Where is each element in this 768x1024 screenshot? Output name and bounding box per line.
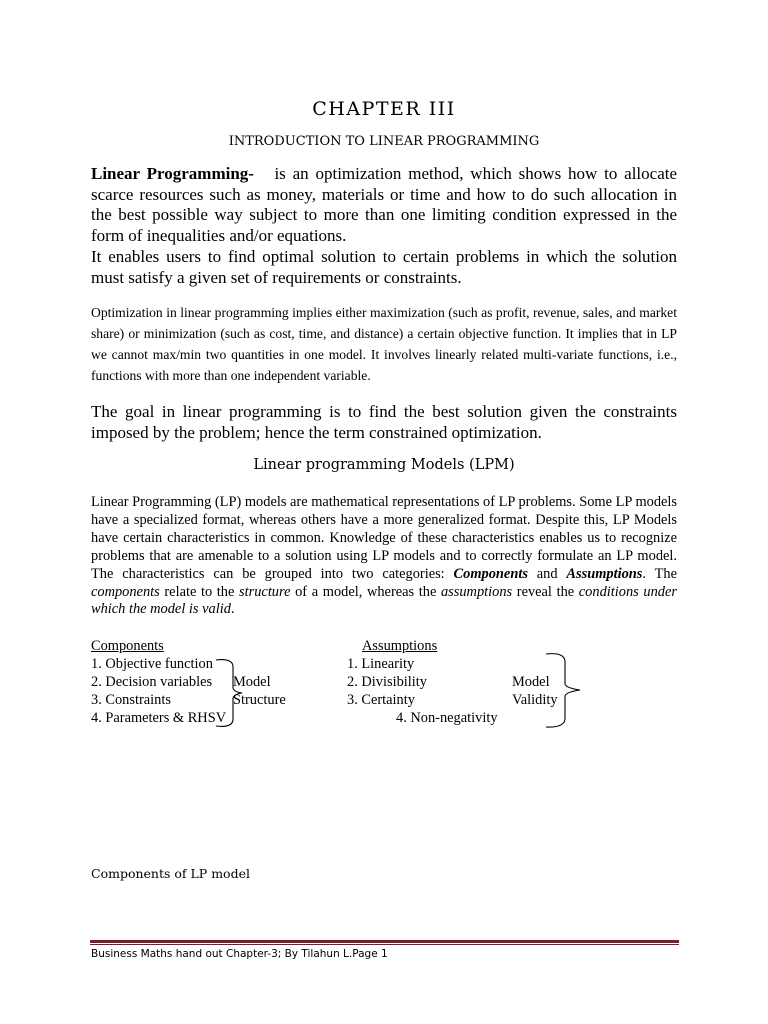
component-item-2: 2. Decision variables xyxy=(91,674,213,690)
goal-paragraph: The goal in linear programming is to find the best solution given the constraints imposed by the problem; hence the term constrained optimization. xyxy=(91,402,677,442)
intro-second-sentence: It enables users to find optimal solution to certain problems in which the solution must satisfy a given set of requirements or constraints. xyxy=(91,246,677,287)
assumption-item-4: 4. Non-negativity xyxy=(396,710,498,726)
components-of-lp-heading: Components of LP model xyxy=(91,866,250,881)
component-item-3: 3. Constraints xyxy=(91,692,171,708)
lpm-the-word: . The xyxy=(642,565,677,582)
lpm-paragraph xyxy=(91,494,677,619)
assumptions-heading: Assumptions xyxy=(362,638,438,654)
assumptions-brace-icon xyxy=(544,651,584,731)
components-heading: Components xyxy=(91,638,164,654)
intro-definition: is an optimization method, which shows how to allocate scarce resources such as money, materials or time and how to do such allocation in the best possible way subject to more than one limiting condition expressed in the form of inequalities and/or equations. xyxy=(91,164,678,246)
lpm-relate-word: relate to the xyxy=(159,583,240,600)
lpm-structure-italic: structure xyxy=(239,583,291,600)
lpm-conditions-italic: conditions under which the model is valid xyxy=(91,583,677,618)
assumption-item-2: 2. Divisibility xyxy=(347,674,427,690)
component-item-4: 4. Parameters & RHSV xyxy=(91,710,227,726)
lpm-period: . xyxy=(230,601,235,618)
footer-rule-thin xyxy=(90,944,679,945)
assumption-item-1: 1. Linearity xyxy=(347,656,415,672)
components-brace-icon xyxy=(214,656,244,730)
intro-paragraph xyxy=(91,164,677,288)
lpm-reveal-text: reveal the xyxy=(512,583,579,600)
components-group-label-structure: Structure xyxy=(233,692,286,708)
lpm-whereas-text: of a model, whereas the xyxy=(290,583,441,600)
chapter-title: CHAPTER III xyxy=(312,98,456,120)
assumptions-group-label-validity: Validity xyxy=(512,692,558,708)
optimization-paragraph: Optimization in linear programming implies either maximization (such as profit, revenue, sales, and market share) or minimization (such as cost, time, and distance) a certain objective function. It implies that in LP we cannot max/min two quantities in one model. It involves linearly related multi-variate functions, i.e., functions with more than one independent variable. xyxy=(91,305,677,383)
component-item-1: 1. Objective function xyxy=(91,656,213,672)
lpm-and-word: and xyxy=(527,565,567,582)
components-group-label-model: Model xyxy=(233,674,271,690)
lpm-assumptions-word: Assumptions xyxy=(566,565,643,582)
chapter-subtitle: INTRODUCTION TO LINEAR PROGRAMMING xyxy=(228,134,540,149)
footer-rule-thick xyxy=(90,940,679,943)
lpm-assumptions-italic: assumptions xyxy=(440,583,513,600)
lpm-text-start: Linear Programming (LP) models are mathematical representations of LP problems. Some LP models have a specialized format, whereas others have a more generalized format. Despite this, LP Models have certain characteristics in common. Knowledge of these characteristics enables us to recognize problems that are amenable to a solution using LP models and to correctly formulate an LP model. The characteristics can be grouped into two categories: xyxy=(91,494,678,582)
assumption-item-3: 3. Certainty xyxy=(347,692,415,708)
intro-term: Linear Programming- xyxy=(91,164,254,183)
lpm-heading: Linear programming Models (LPM) xyxy=(253,457,515,473)
lpm-components-word: Components xyxy=(453,565,528,582)
page-footer: Business Maths hand out Chapter-3; By Tilahun L.Page 1 xyxy=(91,948,388,960)
assumptions-group-label-model: Model xyxy=(512,674,550,690)
lpm-components-italic: components xyxy=(91,583,160,600)
